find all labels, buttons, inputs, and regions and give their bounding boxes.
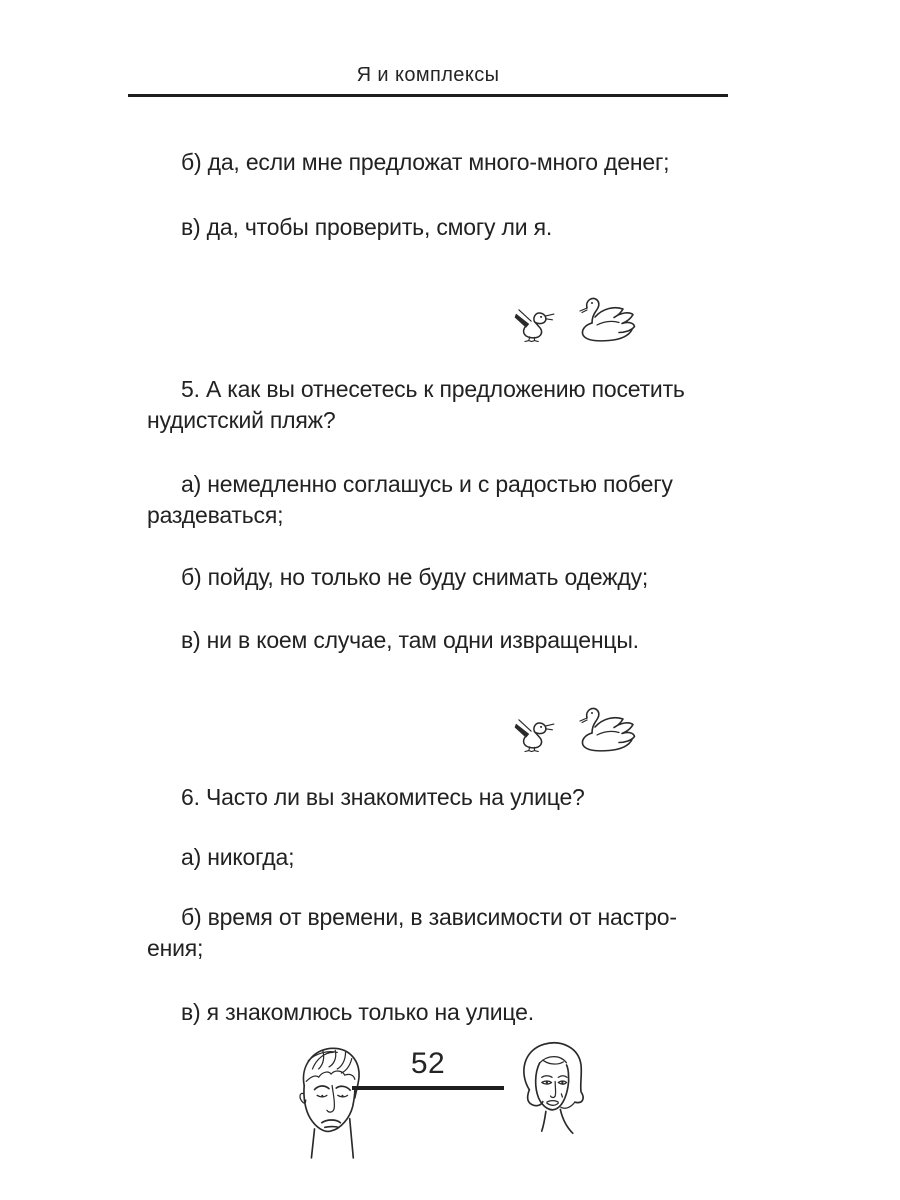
swan-icon xyxy=(577,295,637,342)
question-line: нудистский пляж? xyxy=(147,407,336,433)
answer-option-v5 xyxy=(147,625,729,656)
running-header xyxy=(128,0,728,97)
section-divider xyxy=(275,295,875,342)
section-divider xyxy=(275,705,875,752)
option-text: в) я знакомлюсь только на улице. xyxy=(181,999,534,1025)
footer-rule xyxy=(352,1086,504,1090)
option-line: ения; xyxy=(147,935,204,961)
page-footer xyxy=(0,1032,900,1200)
option-line: раздеваться; xyxy=(147,502,284,528)
option-text: б) да, если мне предложат много-много денег; xyxy=(181,149,670,175)
question-5 xyxy=(147,374,729,436)
answer-option-b6 xyxy=(147,902,729,964)
duckling-icon xyxy=(513,717,555,752)
woman-face-icon xyxy=(494,1036,606,1158)
option-text: в) да, чтобы проверить, смогу ли я. xyxy=(181,214,553,240)
page-number: 52 xyxy=(410,1047,446,1080)
answer-option-v6 xyxy=(147,997,729,1028)
page-number-block xyxy=(352,1048,504,1090)
option-text: б) пойду, но только не буду снимать одежду; xyxy=(181,564,649,590)
option-line: а) немедленно соглашусь и с радостью побегу xyxy=(181,471,673,497)
swan-icon xyxy=(577,705,637,752)
question-line: 5. А как вы отнесетесь к предложению посетить xyxy=(181,376,685,402)
question-text: 6. Часто ли вы знакомитесь на улице? xyxy=(181,784,585,810)
duckling-icon xyxy=(513,307,555,342)
option-line: б) время от времени, в зависимости от настро- xyxy=(181,904,677,930)
answer-option-b5 xyxy=(147,562,729,593)
option-text: а) никогда; xyxy=(181,844,295,870)
answer-option-v4 xyxy=(147,212,729,243)
question-6 xyxy=(147,782,729,813)
page-title: Я и комплексы xyxy=(356,64,500,86)
option-text: в) ни в коем случае, там одни извращенцы. xyxy=(181,627,639,653)
answer-option-b4 xyxy=(147,147,729,178)
answer-option-a5 xyxy=(147,469,729,531)
text-column xyxy=(147,147,729,1028)
answer-option-a6 xyxy=(147,842,729,873)
